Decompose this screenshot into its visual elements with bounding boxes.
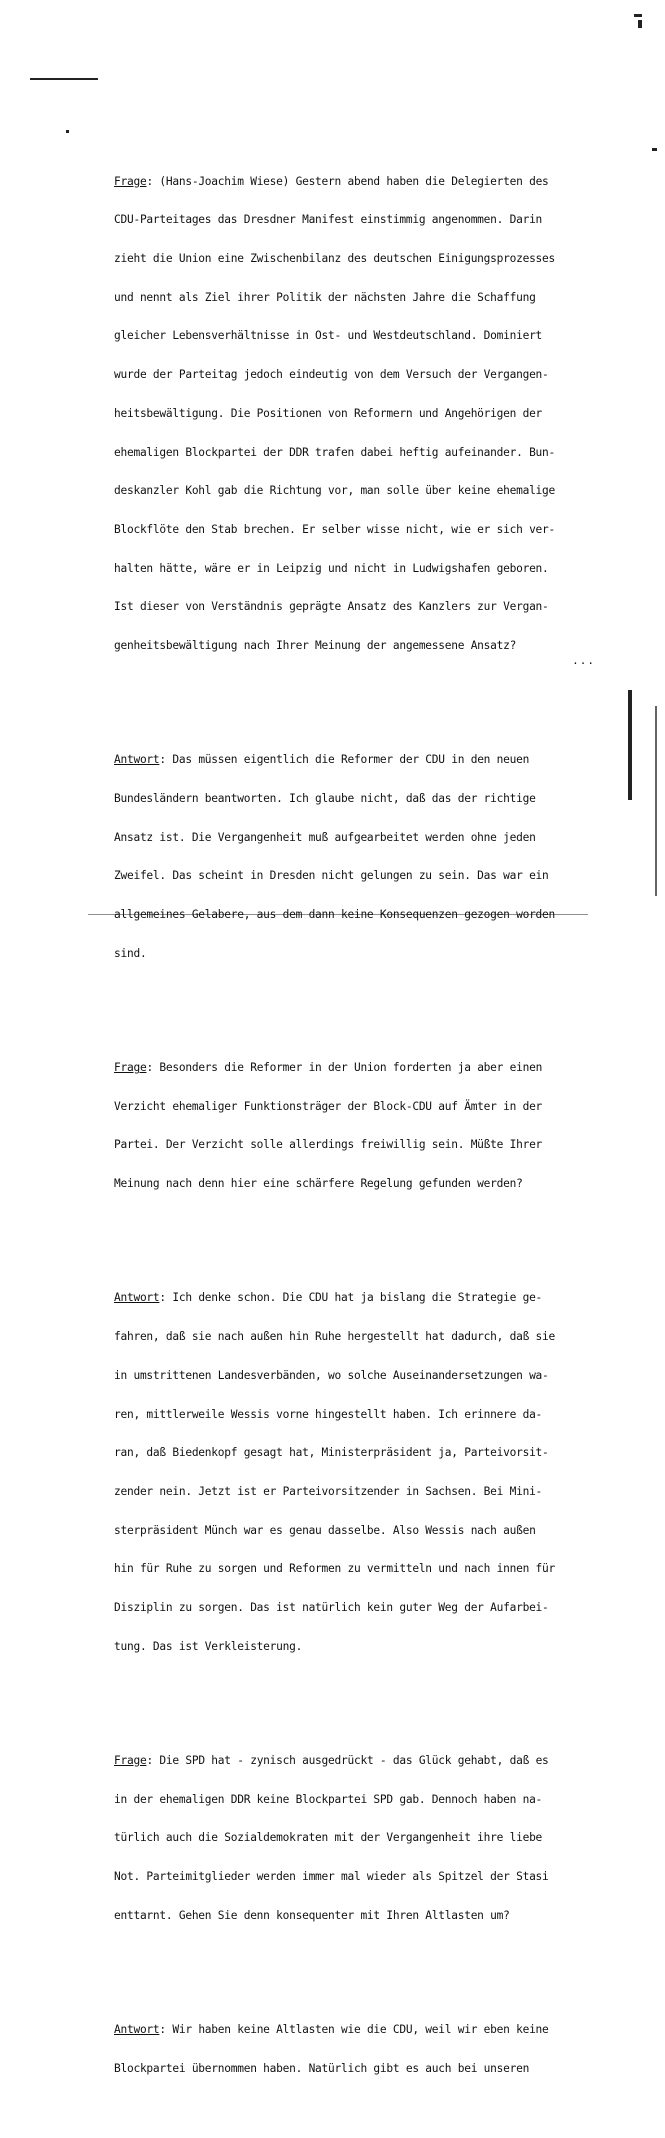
text-line: zender nein. Jetzt ist er Parteivorsitzender in Sachsen. Bei Mini- <box>114 1484 543 1498</box>
speaker-label: Frage <box>114 174 147 188</box>
paragraph-question-2 <box>114 1036 604 1217</box>
paragraph-answer-1 <box>114 728 604 986</box>
scan-artifact-corner <box>638 20 642 28</box>
text-line: Ist dieser von Verständnis geprägte Ansatz des Kanzlers zur Vergan- <box>114 600 549 614</box>
speaker-label: Antwort <box>114 2023 160 2036</box>
paragraph-answer-3 <box>114 1998 604 2101</box>
text-line: allgemeines Gelabere, aus dem dann keine Konsequenzen gezogen worden <box>114 908 556 922</box>
scan-artifact-dot <box>66 130 69 133</box>
text-line: CDU-Parteitages das Dresdner Manifest einstimmig angenommen. Darin <box>114 213 543 227</box>
text-line: zieht die Union eine Zwischenbilanz des deutschen Einigungsprozesses <box>114 252 556 266</box>
text-line: in der ehemaligen DDR keine Blockpartei SPD gab. Dennoch haben na- <box>114 1792 543 1806</box>
text-line: Blockpartei übernommen haben. Natürlich gibt es auch bei unseren <box>114 2061 530 2075</box>
scan-artifact-right-edge <box>655 706 657 896</box>
speaker-label: Frage <box>114 1061 147 1075</box>
text-line: tung. Das ist Verkleisterung. <box>114 1639 303 1653</box>
speaker-label: Antwort <box>114 753 160 767</box>
paragraph-answer-2 <box>114 1267 604 1680</box>
scan-artifact-right-mark <box>652 148 657 151</box>
text-line: Ansatz ist. Die Vergangenheit muß aufgearbeitet werden ohne jeden <box>114 830 536 844</box>
text-line: hin für Ruhe zu sorgen und Reformen zu vermitteln und nach innen für <box>114 1562 556 1576</box>
text-line: Meinung nach denn hier eine schärfere Regelung gefunden werden? <box>114 1177 523 1191</box>
scan-artifact-corner <box>634 14 642 17</box>
text-line: wurde der Parteitag jedoch eindeutig von dem Versuch der Vergangen- <box>114 368 549 382</box>
text-line: : Besonders die Reformer in der Union forderten ja aber einen <box>146 1061 543 1075</box>
paragraph-question-3 <box>114 1729 604 1948</box>
scan-artifact-top-line <box>30 78 98 80</box>
text-line: Partei. Der Verzicht solle allerdings freiwillig sein. Müßte Ihrer <box>114 1138 543 1152</box>
text-line: halten hätte, wäre er in Leipzig und nicht in Ludwigshafen geboren. <box>114 561 549 575</box>
text-line: ehemaligen Blockpartei der DDR trafen dabei heftig aufeinander. Bun- <box>114 445 556 459</box>
text-line: : Ich denke schon. Die CDU hat ja bislang die Strategie ge- <box>159 1291 543 1305</box>
scan-artifact-right-edge <box>628 690 632 800</box>
speaker-label: Frage <box>114 1753 147 1767</box>
text-line: türlich auch die Sozialdemokraten mit der Vergangenheit ihre liebe <box>114 1831 543 1845</box>
text-line: : Das müssen eigentlich die Reformer der CDU in den neuen <box>159 753 530 767</box>
text-line: ran, daß Biedenkopf gesagt hat, Ministerpräsident ja, Parteivorsit- <box>114 1446 549 1460</box>
text-line: sind. <box>114 946 147 960</box>
continuation-mark: ... <box>572 654 595 667</box>
text-line: : (Hans-Joachim Wiese) Gestern abend haben die Delegierten des <box>146 174 549 188</box>
speaker-label: Antwort <box>114 1291 160 1305</box>
text-line: Blockflöte den Stab brechen. Er selber wisse nicht, wie er sich ver- <box>114 522 556 536</box>
text-line: : Die SPD hat - zynisch ausgedrückt - das Glück gehabt, daß es <box>146 1753 549 1767</box>
text-line: Verzicht ehemaliger Funktionsträger der Block-CDU auf Ämter in der <box>114 1099 543 1113</box>
text-line: genheitsbewältigung nach Ihrer Meinung der angemessene Ansatz? <box>114 639 517 653</box>
text-line: sterpräsident Münch war es genau dasselbe. Also Wessis nach außen <box>114 1523 536 1537</box>
text-line: Zweifel. Das scheint in Dresden nicht gelungen zu sein. Das war ein <box>114 869 549 883</box>
text-line: fahren, daß sie nach außen hin Ruhe hergestellt hat dadurch, daß sie <box>114 1330 556 1344</box>
text-line: in umstrittenen Landesverbänden, wo solche Auseinandersetzungen wa- <box>114 1368 549 1382</box>
interview-text <box>114 124 604 2138</box>
text-line: gleicher Lebensverhältnisse in Ost- und Westdeutschland. Dominiert <box>114 329 543 343</box>
text-line: ren, mittlerweile Wessis vorne hingestellt haben. Ich erinnere da- <box>114 1407 543 1421</box>
text-line: enttarnt. Gehen Sie denn konsequenter mit Ihren Altlasten um? <box>114 1908 510 1922</box>
text-line: : Wir haben keine Altlasten wie die CDU, weil wir eben keine <box>159 2023 549 2036</box>
text-line: heitsbewältigung. Die Positionen von Reformern und Angehörigen der <box>114 406 543 420</box>
paragraph-question-1 <box>114 150 604 679</box>
text-line: Bundesländern beantworten. Ich glaube nicht, daß das der richtige <box>114 792 536 805</box>
text-line: und nennt als Ziel ihrer Politik der nächsten Jahre die Schaffung <box>114 290 536 304</box>
text-line: Disziplin zu sorgen. Das ist natürlich kein guter Weg der Aufarbei- <box>114 1601 549 1615</box>
text-line: deskanzler Kohl gab die Richtung vor, man solle über keine ehemalige <box>114 484 556 498</box>
text-line: Not. Parteimitglieder werden immer mal wieder als Spitzel der Stasi <box>114 1870 549 1884</box>
